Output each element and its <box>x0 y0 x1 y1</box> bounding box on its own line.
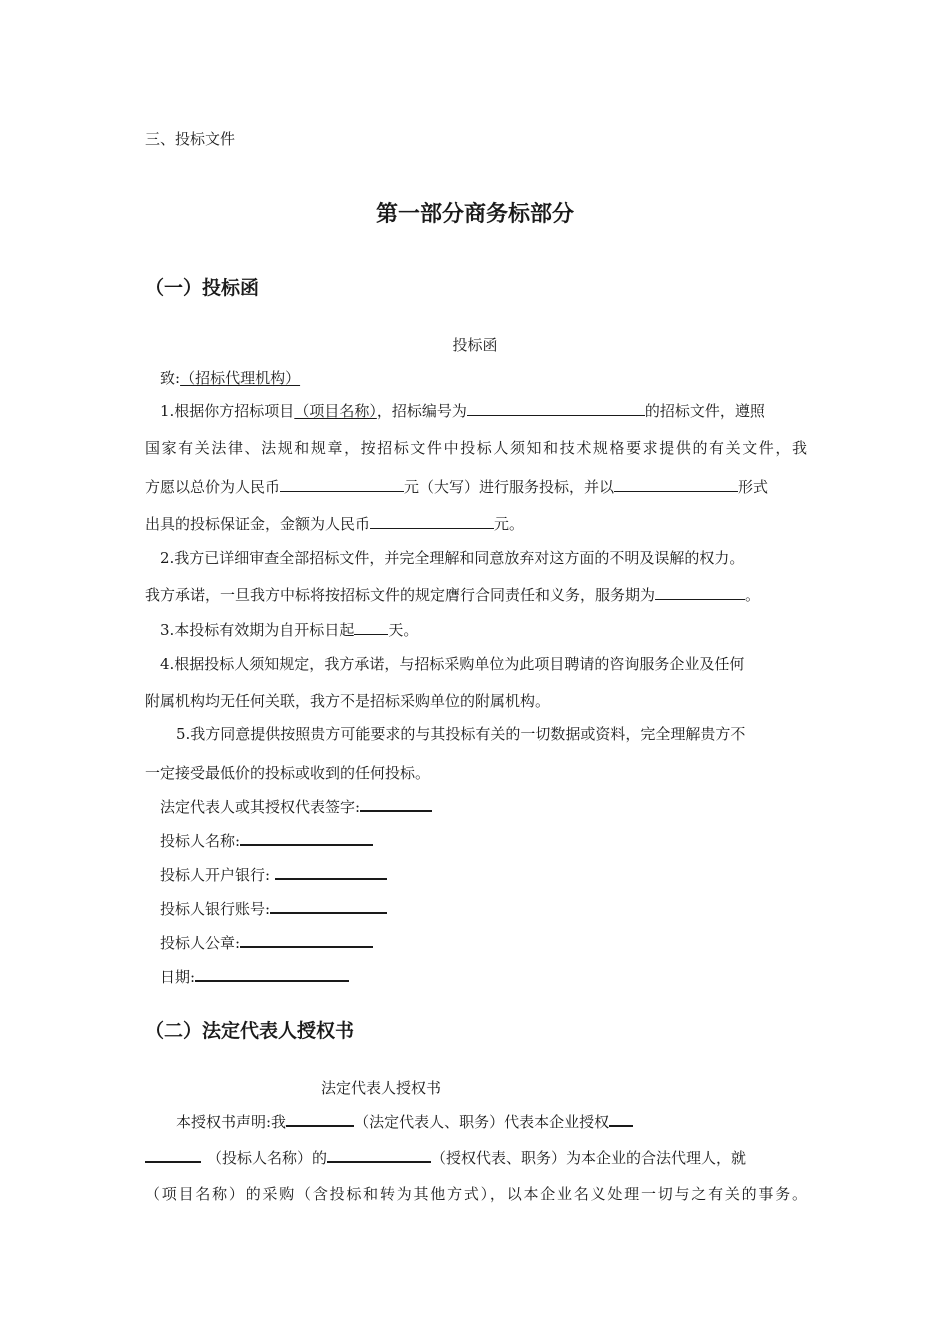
service-period-blank <box>655 584 745 600</box>
seal-blank <box>240 931 373 948</box>
section-label: 三、投标文件 <box>145 130 236 148</box>
bidder-name-label: 投标人名称: <box>160 832 241 850</box>
account-blank <box>270 897 387 914</box>
para1-l3-a: 方愿以总价为人民币 <box>145 478 281 496</box>
para3 <box>160 619 418 640</box>
para4-line1: 4.根据投标人须知规定，我方承诺，与招标采购单位为此项目聘请的咨询服务企业及任何 <box>160 655 745 673</box>
para3-b: 天。 <box>388 621 419 639</box>
project-name-blank: （项目名称） <box>294 402 377 420</box>
para1-line2: 国家有关法律、法规和规章，按招标文件中投标人须知和技术规格要求提供的有关文件，我 <box>145 439 807 457</box>
authorization-title: 法定代表人授权书 <box>321 1079 442 1097</box>
para2-l2-b: 。 <box>745 586 761 604</box>
date-blank <box>195 965 349 982</box>
bank-blank <box>275 863 387 880</box>
auth-l2-a: （投标人名称）的 <box>207 1149 328 1167</box>
addressee-name: （招标代理机构） <box>180 369 301 387</box>
para2-line2 <box>145 584 760 605</box>
bidder-name-blank-2 <box>145 1146 201 1163</box>
heading-authorization: （二）法定代表人授权书 <box>145 1020 355 1042</box>
para1-text-b: ，招标编号为 <box>376 402 467 420</box>
addressee-prefix: 致: <box>160 369 181 387</box>
date-field <box>160 965 349 987</box>
account-label: 投标人银行账号: <box>160 900 271 918</box>
bidder-name-blank <box>240 829 373 846</box>
seal-field <box>160 931 373 953</box>
auth-line2 <box>145 1146 746 1168</box>
auth-l1-a: 本授权书声明:我 <box>176 1113 287 1131</box>
signature-blank <box>360 795 432 812</box>
para1-text-a: 1.根据你方招标项目 <box>160 402 295 420</box>
auth-line1 <box>176 1110 633 1132</box>
tender-number-blank <box>467 400 645 416</box>
para1-l3-c: 形式 <box>738 478 769 496</box>
account-field <box>160 897 387 919</box>
authorize-blank <box>609 1110 633 1127</box>
signature-label: 法定代表人或其授权代表签字: <box>160 798 361 816</box>
total-price-blank <box>280 476 404 492</box>
auth-l1-b: （法定代表人、职务）代表本企业授权 <box>354 1113 610 1131</box>
deposit-amount-blank <box>370 513 494 529</box>
para1-line1 <box>160 400 765 421</box>
para2-line1: 2.我方已详细审查全部招标文件，并完全理解和同意放弃对这方面的不明及误解的权力。 <box>160 549 745 567</box>
legal-rep-blank <box>286 1110 354 1127</box>
para1-l4-b: 元。 <box>494 515 525 533</box>
heading-bid-letter: （一）投标函 <box>145 277 260 299</box>
auth-line3: （项目名称）的采购（含投标和转为其他方式），以本企业名义处理一切与之有关的事务。 <box>145 1185 807 1203</box>
para4-line2: 附属机构均无任何关联，我方不是招标采购单位的附属机构。 <box>145 692 551 710</box>
para1-text-c: 的招标文件，遵照 <box>644 402 765 420</box>
auth-l2-b: （授权代表、职务）为本企业的合法代理人，就 <box>431 1149 747 1167</box>
para5-line2: 一定接受最低价的投标或收到的任何投标。 <box>145 764 431 782</box>
seal-label: 投标人公章: <box>160 934 241 952</box>
signature-field <box>160 795 432 817</box>
para1-l3-b: 元（大写）进行服务投标，并以 <box>404 478 615 496</box>
bank-label: 投标人开户银行: <box>160 866 275 884</box>
para5-line1: 5.我方同意提供按照贵方可能要求的与其投标有关的一切数据或资料，完全理解贵方不 <box>176 725 746 743</box>
bank-field <box>160 863 387 885</box>
bidder-name-field <box>160 829 373 851</box>
para1-line4 <box>145 513 524 534</box>
para1-line3 <box>145 476 768 497</box>
addressee-line <box>160 367 300 388</box>
auth-rep-blank <box>327 1146 431 1163</box>
deposit-form-blank <box>614 476 738 492</box>
para3-a: 3.本投标有效期为自开标日起 <box>160 621 355 639</box>
bid-letter-title: 投标函 <box>452 336 498 354</box>
para1-l4-a: 出具的投标保证金，金额为人民币 <box>145 515 371 533</box>
para2-l2-a: 我方承诺，一旦我方中标将按招标文件的规定膺行合同责任和义务，服务期为 <box>145 586 656 604</box>
validity-days-blank <box>354 619 388 635</box>
date-label: 日期: <box>160 968 196 986</box>
part-title: 第一部分商务标部分 <box>375 202 574 227</box>
